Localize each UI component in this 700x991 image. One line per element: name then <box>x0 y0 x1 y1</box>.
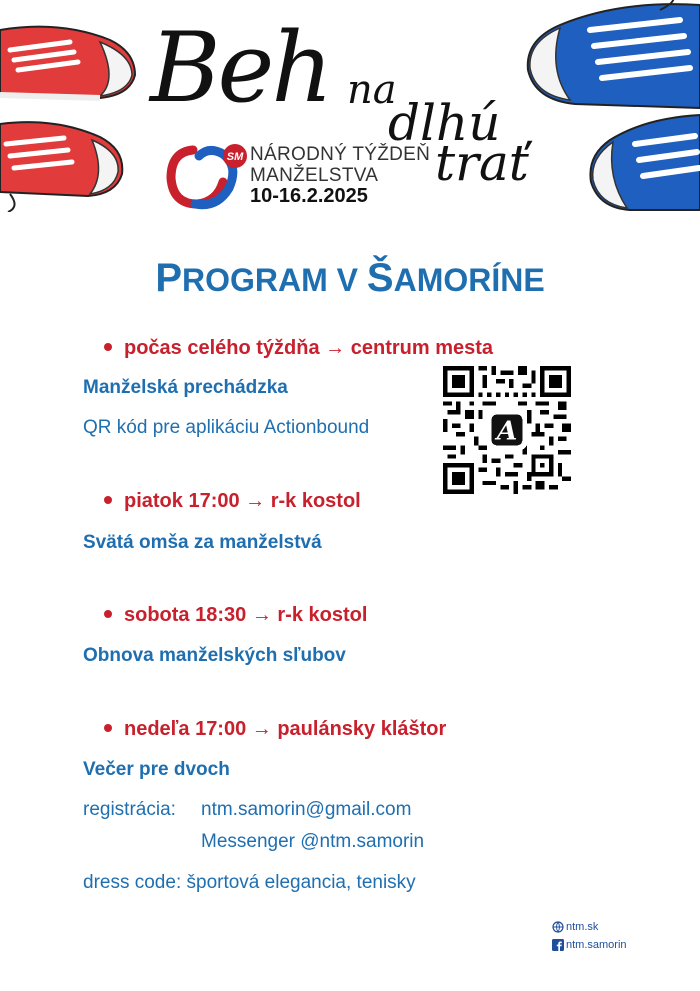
red-sneaker-top-image <box>0 20 140 105</box>
header-word-dlhu: dlhú <box>388 94 501 152</box>
registration-messenger[interactable]: Messenger @ntm.samorin <box>201 831 425 852</box>
page-title <box>0 258 700 298</box>
ntm-rings-logo <box>165 142 253 212</box>
event-2-when <box>104 491 361 511</box>
red-sneaker-bottom-image <box>0 112 130 212</box>
footer-facebook-text: ntm.samorin <box>566 938 627 951</box>
blue-sneaker-top-image <box>520 0 700 115</box>
bullet-icon <box>104 724 112 732</box>
event-4-name: Večer pre dvoch <box>83 759 230 780</box>
ntm-dates: 10-16.2.2025 <box>250 185 368 207</box>
registration-label: registrácia: <box>83 799 176 820</box>
header-word-trat: trať <box>435 134 529 192</box>
event-4-when-text: nedeľa 17:00 → paulánsky kláštor <box>124 718 447 740</box>
header-word-na: na <box>347 67 397 113</box>
poster-header <box>0 0 700 230</box>
event-1-name: Manželská prechádzka <box>83 377 288 398</box>
title-letter-s: Š <box>366 256 394 300</box>
event-3-when-text: sobota 18:30 → r-k kostol <box>124 604 368 626</box>
event-2-name: Svätá omša za manželstvá <box>83 532 322 553</box>
event-4-when <box>104 719 446 739</box>
bullet-icon <box>104 496 112 504</box>
footer-web-text: ntm.sk <box>566 920 599 933</box>
dress-code: dress code: športová elegancia, tenisky <box>83 872 416 893</box>
header-word-beh: Beh <box>150 12 331 124</box>
event-3-when <box>104 605 367 625</box>
logo-letters: SM <box>226 151 244 163</box>
bullet-icon <box>104 610 112 618</box>
title-first-letter: P <box>155 256 182 300</box>
registration-email[interactable]: ntm.samorin@gmail.com <box>201 799 412 820</box>
event-1-note: QR kód pre aplikáciu Actionbound <box>83 417 370 438</box>
event-1-when <box>104 338 493 358</box>
qr-center-logo: A <box>496 415 518 447</box>
globe-icon <box>552 921 564 933</box>
facebook-icon <box>552 939 564 951</box>
ntm-name-line2: MANŽELSTVA <box>250 165 379 186</box>
bullet-icon <box>104 343 112 351</box>
event-1-when-text: počas celého týždňa → centrum mesta <box>124 337 494 359</box>
event-2-when-text: piatok 17:00 → r-k kostol <box>124 490 361 512</box>
blue-sneaker-bottom-image <box>585 110 700 215</box>
footer-web-link[interactable] <box>552 921 598 933</box>
ntm-name-line1: NÁRODNÝ TÝŽDEŇ <box>250 144 431 165</box>
actionbound-qr-code[interactable] <box>443 366 571 494</box>
title-part-2: AMORÍNE <box>393 262 545 298</box>
event-3-name: Obnova manželských sľubov <box>83 645 346 666</box>
footer-facebook-link[interactable] <box>552 939 627 951</box>
title-part-1: ROGRAM V <box>182 262 367 298</box>
